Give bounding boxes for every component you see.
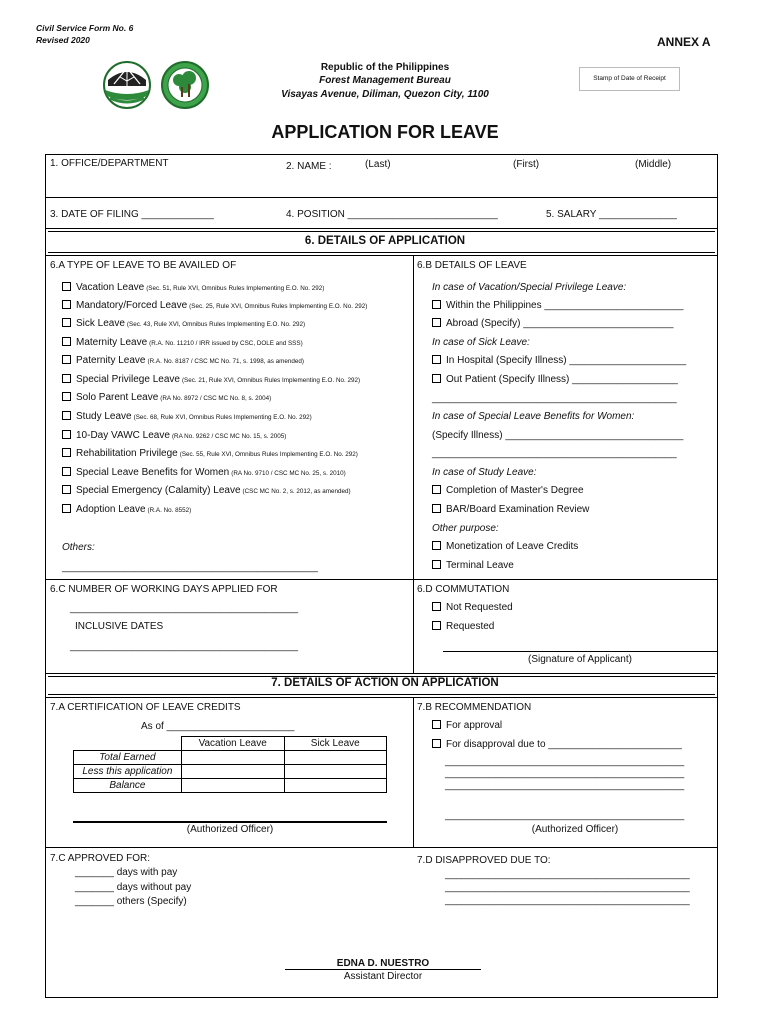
section-7c-title: 7.C APPROVED FOR: (50, 853, 151, 864)
section-7-title: 7. DETAILS OF ACTION ON APPLICATION (271, 677, 499, 689)
specify-illness-field[interactable]: (Specify Illness) ________________________________ (432, 430, 684, 441)
leave-type-option[interactable] (62, 282, 324, 293)
leave-type-checkbox[interactable] (62, 411, 71, 420)
leave-type-option[interactable] (62, 430, 286, 441)
vacation-less-cell[interactable] (181, 765, 284, 779)
within-philippines-checkbox[interactable] (432, 300, 441, 309)
approving-officer-title: Assistant Director (343, 971, 423, 982)
leave-type-checkbox[interactable] (62, 355, 71, 364)
leave-type-name: Study Leave (76, 411, 132, 422)
monetization-checkbox[interactable] (432, 541, 441, 550)
leave-type-legal-basis: (Sec. 25, Rule XVI, Omnibus Rules Implementing E.O. No. 292) (189, 303, 368, 310)
agency-line-1: Republic of the Philippines (320, 62, 450, 73)
others-specify-field[interactable]: _______ others (Specify) (75, 896, 187, 907)
leave-type-legal-basis: (R.A. No. 8552) (147, 507, 192, 514)
annex-label: ANNEX A (657, 35, 711, 49)
leave-credits-table (73, 736, 387, 793)
leave-type-name: Rehabilitation Privilege (76, 448, 178, 459)
leave-type-checkbox[interactable] (62, 300, 71, 309)
section-6d-title: 6.D COMMUTATION (417, 584, 510, 595)
not-requested-option[interactable]: Not Requested (432, 602, 513, 613)
leave-type-name: 10-Day VAWC Leave (76, 430, 170, 441)
leave-type-name: Solo Parent Leave (76, 392, 159, 403)
leave-type-name: Adoption Leave (76, 504, 146, 515)
recommendation-line-1[interactable]: ___________________________________________ (445, 756, 685, 767)
women-extra-line[interactable]: ____________________________________________ (432, 448, 677, 459)
total-earned-label: Total Earned (74, 751, 182, 765)
leave-type-legal-basis: (RA No. 9262 / CSC MC No. 15, s. 2005) (171, 433, 287, 440)
as-of-field[interactable]: As of _______________________ (141, 721, 295, 732)
bar-review-option[interactable]: BAR/Board Examination Review (432, 504, 589, 515)
not-requested-checkbox[interactable] (432, 602, 441, 611)
vacation-leave-column: Vacation Leave (181, 737, 284, 751)
leave-type-checkbox[interactable] (62, 337, 71, 346)
leave-type-name: Vacation Leave (76, 282, 145, 293)
leave-type-checkbox[interactable] (62, 504, 71, 513)
agency-line-2: Forest Management Bureau (319, 75, 451, 86)
less-application-label: Less this application (74, 765, 182, 779)
first-name-label: (First) (513, 159, 540, 170)
leave-type-name: Sick Leave (76, 318, 125, 329)
section-6a-title: 6.A TYPE OF LEAVE TO BE AVAILED OF (50, 260, 237, 271)
section-7d-title: 7.D DISAPPROVED DUE TO: (417, 855, 551, 866)
office-department-label: 1. OFFICE/DEPARTMENT (50, 158, 169, 169)
salary-field[interactable]: 5. SALARY ______________ (546, 209, 677, 220)
leave-type-checkbox[interactable] (62, 282, 71, 291)
others-line[interactable]: ______________________________________________ (62, 562, 318, 573)
leave-type-legal-basis: (Sec. 68, Rule XVI, Omnibus Rules Implementing E.O. No. 292) (133, 414, 312, 421)
leave-type-legal-basis: (Sec. 21, Rule XVI, Omnibus Rules Implementing E.O. No. 292) (181, 377, 361, 384)
form-title: APPLICATION FOR LEAVE (271, 122, 499, 142)
approving-officer-name: EDNA D. NUESTRO (336, 958, 430, 969)
recommendation-line-2[interactable]: ___________________________________________ (445, 768, 685, 779)
leave-type-legal-basis: (RA No. 8972 / CSC MC No. 8, s. 2004) (160, 395, 272, 402)
disapproved-line-2[interactable]: ____________________________________________ (445, 882, 690, 893)
monetization-option[interactable]: Monetization of Leave Credits (432, 541, 578, 552)
leave-type-name: Special Privilege Leave (76, 374, 180, 385)
leave-type-legal-basis: (Sec. 55, Rule XVI, Omnibus Rules Implementing E.O. No. 292) (179, 451, 358, 458)
masters-checkbox[interactable] (432, 485, 441, 494)
sick-less-cell[interactable] (284, 765, 387, 779)
other-purpose-heading: Other purpose: (432, 523, 499, 534)
receipt-stamp-label: Stamp of Date of Receipt (593, 75, 666, 82)
leave-type-option[interactable] (62, 448, 358, 459)
women-heading: In case of Special Leave Benefits for Women: (432, 411, 635, 422)
disapproved-line-1[interactable]: ____________________________________________ (445, 869, 690, 880)
form-revision: Revised 2020 (36, 35, 90, 45)
in-hospital-checkbox[interactable] (432, 355, 441, 364)
position-field[interactable]: 4. POSITION ___________________________ (286, 209, 498, 220)
leave-type-name: Maternity Leave (76, 337, 148, 348)
section-6-title: 6. DETAILS OF APPLICATION (304, 235, 466, 247)
leave-type-option[interactable] (62, 374, 360, 385)
middle-name-label: (Middle) (635, 159, 672, 170)
leave-type-option[interactable] (62, 467, 346, 478)
leave-type-checkbox[interactable] (62, 374, 71, 383)
leave-type-option[interactable] (62, 485, 351, 496)
for-disapproval-option[interactable]: For disapproval due to ________________________ (432, 739, 682, 750)
sick-heading: In case of Sick Leave: (432, 337, 530, 348)
days-with-pay-field[interactable]: _______ days with pay (75, 867, 178, 878)
recommendation-line-3[interactable]: ___________________________________________ (445, 780, 685, 791)
for-disapproval-checkbox[interactable] (432, 739, 441, 748)
leave-type-option[interactable] (62, 392, 271, 403)
leave-type-legal-basis: (Sec. 51, Rule XVI, Omnibus Rules Implementing E.O. No. 292) (146, 285, 325, 292)
leave-type-checkbox[interactable] (62, 467, 71, 476)
receipt-stamp-box (579, 67, 680, 91)
out-patient-option[interactable]: Out Patient (Specify Illness) ___________________ (432, 374, 678, 385)
leave-type-name: Paternity Leave (76, 355, 146, 366)
terminal-leave-checkbox[interactable] (432, 560, 441, 569)
last-name-label: (Last) (365, 159, 391, 170)
authorized-officer-7a: (Authorized Officer) (186, 824, 274, 835)
leave-type-option[interactable] (62, 355, 304, 366)
sick-balance-cell[interactable] (284, 779, 387, 793)
authorized-officer-7b: (Authorized Officer) (531, 824, 619, 835)
requested-checkbox[interactable] (432, 621, 441, 630)
out-patient-checkbox[interactable] (432, 374, 441, 383)
section-7a-title: 7.A CERTIFICATION OF LEAVE CREDITS (50, 702, 241, 713)
leave-type-checkbox[interactable] (62, 485, 71, 494)
leave-type-name: Special Leave Benefits for Women (76, 467, 230, 478)
leave-type-option[interactable] (62, 411, 312, 422)
leave-type-option[interactable] (62, 300, 367, 311)
leave-type-checkbox[interactable] (62, 448, 71, 457)
leave-type-legal-basis: (CSC MC No. 2, s. 2012, as amended) (242, 488, 351, 495)
recommendation-signature-line[interactable]: ___________________________________________ (445, 810, 685, 821)
leave-type-legal-basis: (RA No. 9710 / CSC MC No. 25, s. 2010) (231, 470, 346, 477)
in-hospital-option[interactable]: In Hospital (Specify Illness) _____________________ (432, 355, 686, 366)
leave-type-checkbox[interactable] (62, 318, 71, 327)
leave-type-option[interactable] (62, 504, 191, 515)
vacation-total-earned-cell[interactable] (181, 751, 284, 765)
study-heading: In case of Study Leave: (432, 467, 537, 478)
leave-type-legal-basis: (R.A. No. 8187 / CSC MC No. 71, s. 1998, as amended) (147, 358, 304, 365)
for-approval-option[interactable]: For approval (432, 720, 502, 731)
others-label: Others: (62, 542, 95, 553)
leave-type-checkbox[interactable] (62, 430, 71, 439)
leave-type-legal-basis: (R.A. No. 11210 / IRR issued by CSC, DOLE and SSS) (149, 340, 303, 347)
balance-label: Balance (74, 779, 182, 793)
section-7b-title: 7.B RECOMMENDATION (417, 702, 532, 713)
leave-type-legal-basis: (Sec. 43, Rule XVI, Omnibus Rules Implementing E.O. No. 292) (126, 321, 306, 328)
leave-type-name: Mandatory/Forced Leave (76, 300, 188, 311)
form-number: Civil Service Form No. 6 (36, 23, 134, 33)
leave-type-name: Special Emergency (Calamity) Leave (76, 485, 241, 496)
terminal-leave-option[interactable]: Terminal Leave (432, 560, 514, 571)
sick-total-earned-cell[interactable] (284, 751, 387, 765)
disapproved-line-3[interactable]: ____________________________________________ (445, 895, 690, 906)
vacation-heading: In case of Vacation/Special Privilege Leave: (432, 282, 627, 293)
signature-of-applicant-label: (Signature of Applicant) (528, 654, 632, 665)
leave-type-checkbox[interactable] (62, 392, 71, 401)
sick-extra-line[interactable]: ____________________________________________ (432, 393, 677, 404)
days-without-pay-field[interactable]: _______ days without pay (75, 882, 192, 893)
agency-line-3: Visayas Avenue, Diliman, Quezon City, 1100 (281, 89, 489, 100)
abroad-checkbox[interactable] (432, 318, 441, 327)
abroad-option[interactable]: Abroad (Specify) ___________________________ (432, 318, 673, 329)
section-6c-title: 6.C NUMBER OF WORKING DAYS APPLIED FOR (50, 584, 278, 595)
masters-option[interactable]: Completion of Master's Degree (432, 485, 584, 496)
vacation-balance-cell[interactable] (181, 779, 284, 793)
leave-type-option[interactable] (62, 318, 305, 329)
bar-review-checkbox[interactable] (432, 504, 441, 513)
name-label: 2. NAME : (286, 161, 332, 172)
within-philippines-option[interactable]: Within the Philippines _________________________ (432, 300, 683, 311)
for-approval-checkbox[interactable] (432, 720, 441, 729)
date-of-filing-field[interactable]: 3. DATE OF FILING _____________ (50, 209, 214, 220)
inclusive-dates-line[interactable]: _________________________________________ (70, 641, 299, 652)
leave-type-option[interactable] (62, 337, 303, 348)
requested-option[interactable]: Requested (432, 621, 494, 632)
sick-leave-column: Sick Leave (284, 737, 387, 751)
section-6b-title: 6.B DETAILS OF LEAVE (417, 260, 527, 271)
working-days-line[interactable]: _________________________________________ (70, 603, 299, 614)
inclusive-dates-label: INCLUSIVE DATES (75, 621, 164, 632)
